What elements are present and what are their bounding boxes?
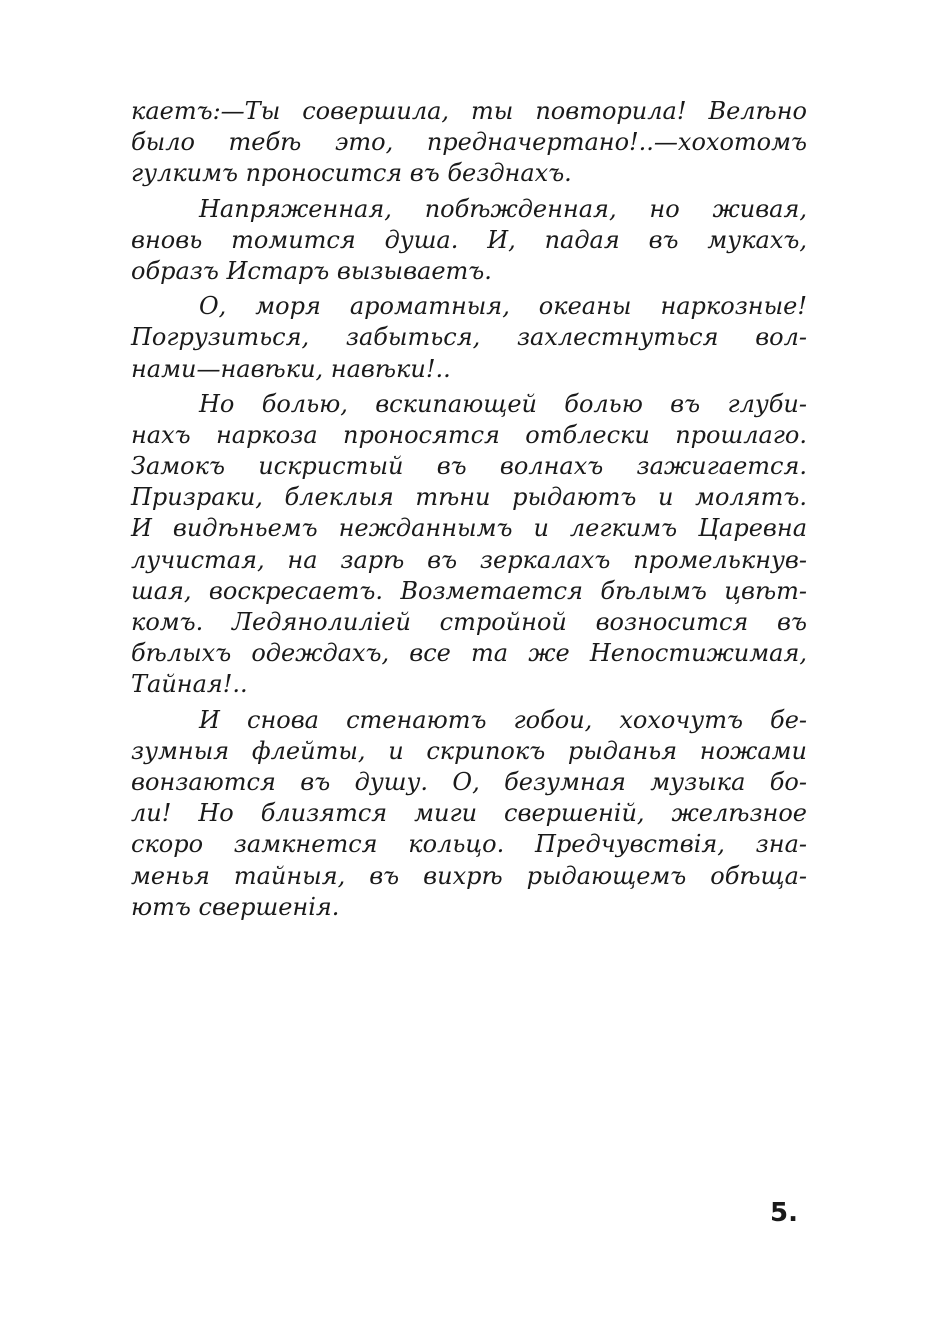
text-line: зумныя флейты, и скрипокъ рыданья ножами [131,736,807,765]
paragraph-4 [131,389,807,701]
paragraph-3 [131,291,807,385]
text-line: нами—навѣки, навѣки!.. [131,354,451,383]
text-line: комъ. Ледянолиліей стройной возносится въ [131,608,807,636]
text-line: гулкимъ проносится въ безднахъ. [131,159,572,188]
page-body-text [131,96,807,923]
text-line: Погрузиться, забыться, захлестнуться вол- [131,323,807,352]
text-line: бѣлыхъ одеждахъ, все та же Непостижимая, [131,639,807,668]
text-line: лучистая, на зарѣ въ зеркалахъ промелькнув- [131,545,807,574]
text-line: шая, воскресаетъ. Возметается бѣлымъ цвѣт- [131,576,807,605]
text-line: Замокъ искристый въ волнахъ зажигается. [131,452,807,481]
text-line: И снова стенаютъ гобои, хохочутъ бе- [199,705,807,734]
paragraph-2 [131,194,807,288]
text-line: О, моря ароматныя, океаны наркозные! [199,292,807,321]
text-line: нахъ наркоза проносятся отблески прошлаго. [131,420,807,449]
text-line: вновь томится душа. И, падая въ мукахъ, [131,225,807,254]
text-line: было тебѣ это, предначертано!..—хохотомъ [131,128,807,157]
text-line: И видѣньемъ нежданнымъ и легкимъ Царевна [131,514,807,543]
text-line: скоро замкнется кольцо. Предчувствія, зна- [131,830,807,859]
text-line: Призраки, блеклыя тѣни рыдаютъ и молятъ. [131,483,807,512]
text-line: Напряженная, побѣжденная, но живая, [199,194,807,223]
paragraph-5 [131,705,807,923]
text-line: Но болью, вскипающей болью въ глуби- [199,389,807,418]
text-line: каетъ:—Ты совершила, ты повторила! Велѣно [131,97,807,125]
paragraph-1 [131,96,807,190]
text-line: ютъ свершенія. [131,892,340,921]
text-line: менья тайныя, въ вихрѣ рыдающемъ обѣща- [131,861,807,890]
text-line: вонзаются въ душу. О, безумная музыка бо- [131,767,807,796]
text-line: ли! Но близятся миги свершеній, желѣзное [131,799,807,828]
text-line: Тайная!.. [131,670,248,699]
page-number: 5. [770,1198,798,1228]
text-line: образъ Истаръ вызываетъ. [131,256,492,285]
